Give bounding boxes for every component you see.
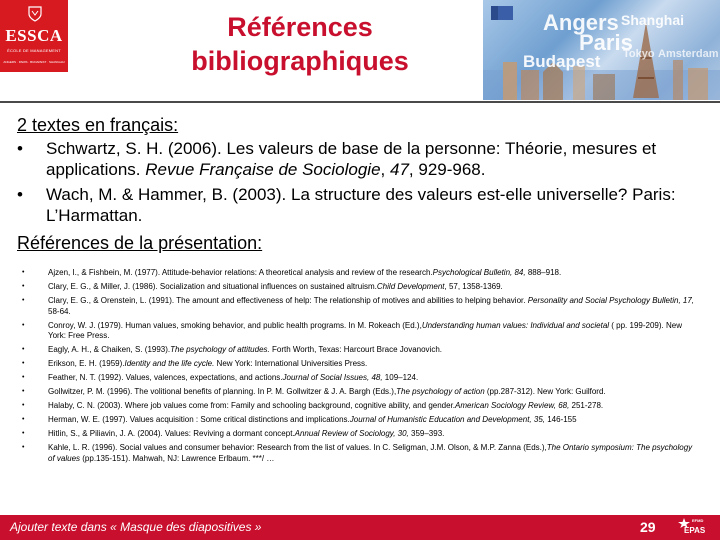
ref-text: Herman, W. E. (1997). Values acquisition : Some critical distinctions and implications. — [48, 415, 350, 424]
ref-text: Halaby, C. N. (2003). Where job values come from: Family and schooling background, cognitive ability, and gender. — [48, 401, 456, 410]
ref-text: Ajzen, I., & Fishbein, M. (1977). Attitude-behavior relations: A theoretical analysis and review of the research. — [48, 268, 433, 277]
ref-text: New York: International Universities Press. — [214, 359, 368, 368]
ref-source: The psychology of action — [396, 387, 485, 396]
ref-text: Clary, E. G., & Miller, J. (1986). Socialization and situational influences on sustained altruism. — [48, 282, 377, 291]
header-divider — [0, 101, 720, 103]
reference-item — [22, 282, 698, 293]
ref-source: Child Development — [376, 282, 445, 291]
ref-source: Journal of Social Issues, 48, — [282, 373, 383, 382]
references-list — [22, 268, 698, 468]
banner-city-shanghai: Shanghai — [621, 12, 685, 28]
reference-item — [22, 321, 698, 342]
epas-badge-top: EFMD — [692, 518, 704, 523]
french-texts-list — [17, 138, 707, 230]
reference-item — [22, 415, 698, 426]
ref-text: 58-64. — [48, 306, 71, 316]
ref-text: ( pp. 199-209). New York: Free Press. — [48, 320, 682, 340]
reference-item — [22, 296, 698, 317]
ref-text: 251-278. — [569, 401, 604, 410]
ref-source: Psychological Bulletin, 84, — [432, 268, 526, 277]
ref-text: Hitlin, S., & Piliavin, J. A. (2004). Values: Reviving a dormant concept. — [48, 429, 295, 438]
ref-text: (pp.135-151). Mahwah, NJ: Lawrence Erlbaum. ***/ … — [80, 453, 275, 463]
list-item — [17, 184, 707, 226]
ref-volume: 47 — [390, 160, 409, 179]
ref-source: Understanding human values: Individual and societal — [421, 320, 610, 330]
logo-cities: ANGERS · PARIS · BUDAPEST · SHANGHAI — [3, 60, 65, 64]
ref-text: Feather, N. T. (1992). Values, valences, expectations, and actions. — [48, 373, 283, 382]
slide-title — [110, 10, 490, 78]
ref-source: Journal of Humanistic Education and Development, 35, — [349, 415, 545, 424]
page-number: 29 — [640, 519, 656, 535]
reference-item — [22, 373, 698, 384]
reference-item — [22, 345, 698, 356]
ref-text: Eagly, A. H., & Chaiken, S. (1993). — [48, 345, 171, 354]
reference-item — [22, 359, 698, 370]
reference-item — [22, 443, 698, 464]
ref-text: 359–393. — [408, 429, 445, 438]
ref-source: American Sociology Review, 68, — [455, 401, 570, 410]
ref-text: , — [380, 160, 390, 179]
title-line-2: bibliographiques — [191, 46, 409, 76]
reference-item — [22, 401, 698, 412]
city-banner — [483, 0, 720, 100]
banner-city-budapest: Budapest — [523, 52, 601, 71]
section-heading-french-texts: 2 textes en français: — [17, 115, 179, 135]
ref-source: The psychology of attitudes. — [170, 345, 270, 354]
ref-source: Annual Review of Sociology, 30, — [294, 429, 409, 438]
ref-text: Erikson, E. H. (1959). — [48, 359, 125, 368]
banner-city-paris: Paris — [579, 30, 633, 55]
reference-item — [22, 268, 698, 279]
reference-item — [22, 387, 698, 398]
ref-text: (pp.287-312). New York: Guilford. — [484, 387, 606, 396]
ref-source: Personality and Social Psychology Bulletin, 17, — [527, 296, 695, 305]
ref-text: Conroy, W. J. (1979). Human values, smoking behavior, and public health programs. In M. Rokeach (Ed.), — [48, 320, 422, 330]
banner-city-angers: Angers — [543, 10, 619, 35]
ref-text: , 929-968. — [408, 160, 486, 179]
footer-bar — [0, 515, 720, 540]
ref-text: Schwartz, S. H. (2006). Les valeurs de base de la personne: Théorie, mesures et applications. — [46, 139, 657, 179]
ref-text: , 57, 1358-1369. — [444, 282, 503, 291]
ref-source: Identity and the life cycle. — [124, 359, 215, 368]
ref-text: Wach, M. & Hammer, B. (2003). La structure des valeurs est-elle universelle? Paris: L’Harmattan. — [46, 185, 676, 225]
crest-icon — [28, 6, 42, 22]
ref-text: 146-155 — [545, 415, 577, 424]
epas-badge — [676, 517, 716, 539]
logo-brand: ESSCA — [5, 26, 63, 45]
ref-text: Clary, E. G., & Orenstein, L. (1991). The amount and effectiveness of help: The relationship of motives and abilities to helping behavior. — [48, 296, 528, 305]
list-item — [17, 138, 707, 180]
epas-label: EPAS — [684, 526, 706, 535]
ref-source: The Ontario symposium: The psychology of values — [48, 443, 693, 463]
reference-item — [22, 429, 698, 440]
title-line-1: Références — [227, 12, 373, 42]
footer-text: Ajouter texte dans « Masque des diapositives » — [10, 520, 262, 534]
ref-text: 109–124. — [382, 373, 419, 382]
ref-text: Kahle, L. R. (1996). Social values and consumer behavior: Research from the list of values. In C. Seligman, J.M. Olson, & M.P. Zanna (Eds.), — [48, 443, 547, 452]
ref-text: 888–918. — [525, 268, 562, 277]
ref-journal: Revue Française de Sociologie — [145, 160, 381, 179]
banner-city-tokyo: Tokyo — [623, 48, 655, 60]
banner-city-amsterdam: Amsterdam — [658, 48, 719, 60]
logo-tagline: ÉCOLE DE MANAGEMENT — [7, 48, 61, 53]
ref-text: Gollwitzer, P. M. (1996). The volitional benefits of planning. In P. M. Gollwitzer & J. A. Bargh (Eds.), — [48, 387, 397, 396]
section-heading-references: Références de la présentation: — [17, 233, 263, 253]
essca-logo — [0, 0, 68, 72]
ref-text: Forth Worth, Texas: Harcourt Brace Jovanovich. — [269, 345, 442, 354]
